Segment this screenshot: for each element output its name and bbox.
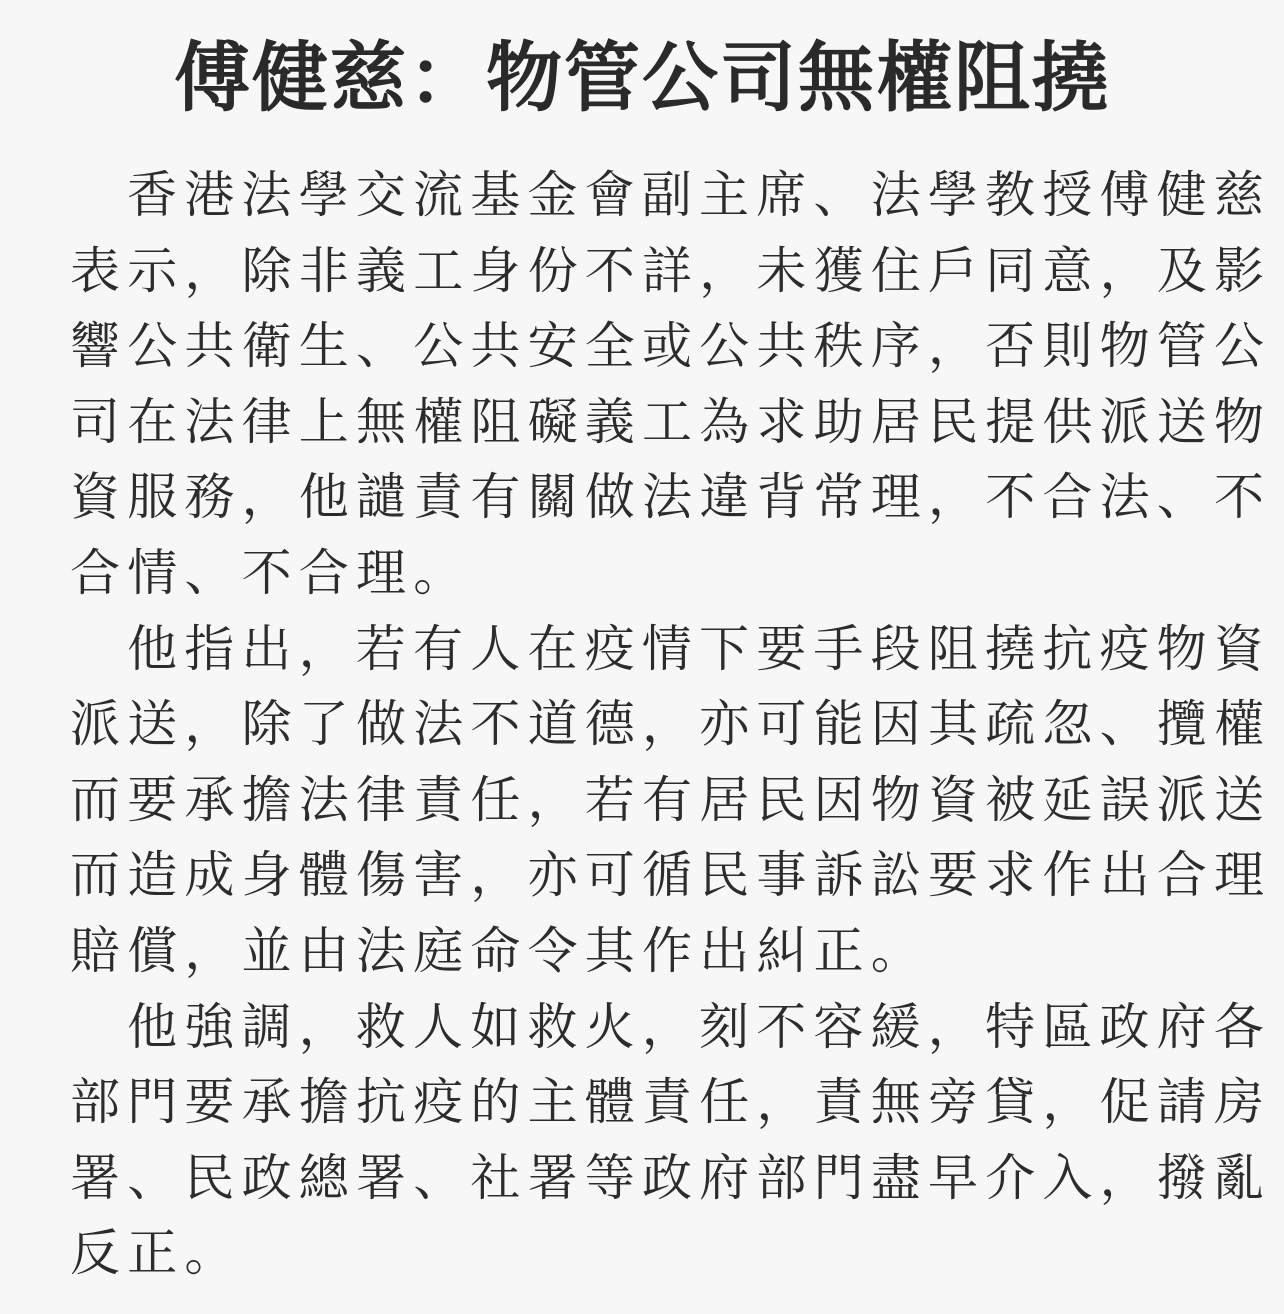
text-line: 賠償，並由法庭命令其作出糾正。	[70, 921, 928, 980]
text-line: 派送，除了做法不道德，亦可能因其疏忽、攬權	[70, 695, 1272, 754]
text-line: 合情、不合理。	[70, 543, 471, 602]
text-line: 而要承擔法律責任，若有居民因物資被延誤派送	[70, 770, 1272, 829]
paragraph-3	[70, 990, 1272, 1292]
text-line: 響公共衛生、公共安全或公共秩序，否則物管公	[70, 317, 1272, 376]
text-line: 資服務，他譴責有關做法違背常理，不合法、不	[70, 468, 1272, 527]
text-line: 而造成身體傷害，亦可循民事訴訟要求作出合理	[70, 846, 1272, 905]
text-line: 香港法學交流基金會副主席、法學教授傅健慈	[127, 166, 1271, 224]
text-line: 部門要承擔抗疫的主體責任，責無旁貸，促請房	[70, 1073, 1272, 1132]
text-line: 司在法律上無權阻礙義工為求助居民提供派送物	[70, 392, 1272, 451]
paragraph-1	[70, 158, 1272, 612]
text-line: 表示，除非義工身份不詳，未獲住戶同意，及影	[70, 241, 1272, 300]
text-line: 反正。	[70, 1224, 242, 1283]
text-line: 署、民政總署、社署等政府部門盡早介入，撥亂	[70, 1148, 1272, 1207]
text-line: 他指出，若有人在疫情下要手段阻撓抗疫物資	[127, 619, 1271, 678]
article-headline: 傅健慈：物管公司無權阻撓	[174, 33, 1110, 122]
article-body	[70, 158, 1272, 1292]
text-line: 他強調，救人如救火，刻不容緩，特區政府各	[127, 997, 1271, 1056]
paragraph-2	[70, 612, 1272, 990]
